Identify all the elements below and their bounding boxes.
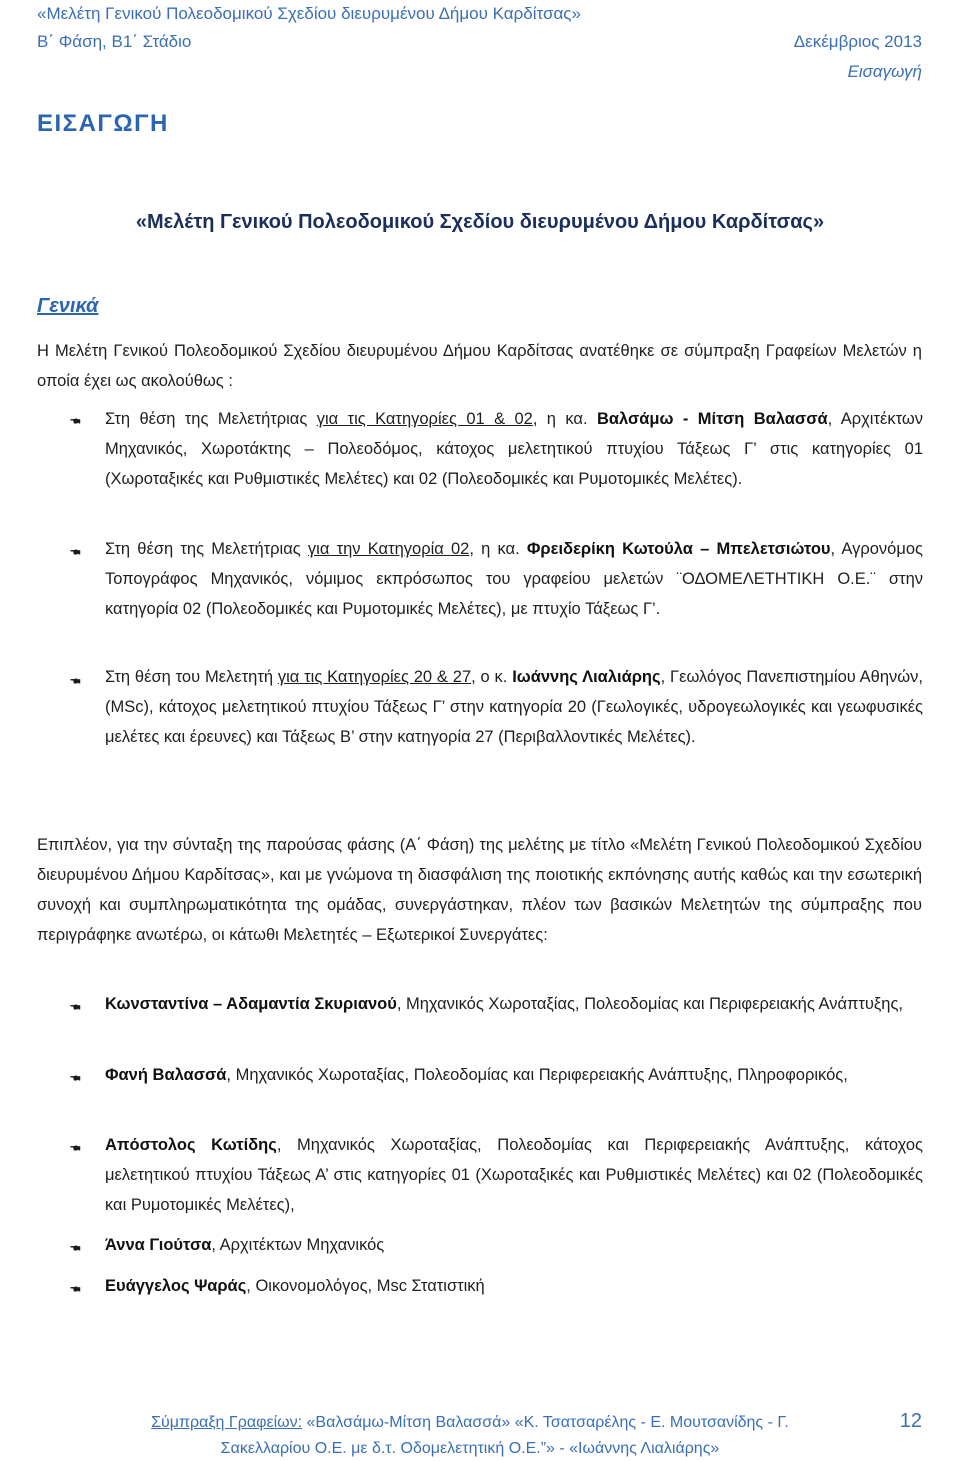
scroll-bullet-icon: 🖜	[70, 1239, 81, 1256]
scroll-bullet-icon: 🖜	[70, 998, 81, 1015]
collaborator-item-1: Κωνσταντίνα – Αδαμαντία Σκυριανού, Μηχανικός Χωροταξίας, Πολεοδομίας και Περιφερειακής Ανάπτυξης,	[105, 995, 904, 1013]
scroll-bullet-icon: 🖜	[70, 1139, 81, 1156]
scroll-bullet-icon: 🖜	[70, 543, 81, 560]
scroll-bullet-icon: 🖜	[70, 412, 81, 429]
footer-line-1: Σύμπραξη Γραφείων: «Βαλσάμω-Μίτση Βαλασσά» «Κ. Τσατσαρέλης - Ε. Μουτσανίδης - Γ.	[151, 1414, 789, 1431]
footer-label: Σύμπραξη Γραφείων:	[151, 1414, 303, 1431]
section-general-heading: Γενικά	[37, 295, 99, 317]
collaborator-item-3: Απόστολος Κωτίδης, Μηχανικός Χωροταξίας, Πολεοδομίας και Περιφερειακής Ανάπτυξης, κάτοχος μελετητικού πτυχίου Τάξεως Α’ στις κατηγορίες 01 (Χωροταξικές και Ρυθμιστικές Μελέτες) και 02 (Πολεοδομικές και Ρυμοτομικές Μελέτες),	[105, 1136, 923, 1214]
header-date: Δεκέμβριος 2013	[793, 32, 922, 51]
header-section-name: Εισαγωγή	[847, 62, 922, 81]
scroll-bullet-icon: 🖜	[70, 1069, 81, 1086]
footer-line-2: Σακελλαρίου Ο.Ε. με δ.τ. Οδομελετητική Ο.Ε.”» - «Ιωάννης Λιαλιάρης»	[220, 1440, 720, 1457]
header-phase: Β΄ Φάση, Β1΄ Στάδιο	[37, 32, 192, 51]
page-number: 12	[899, 1410, 922, 1432]
page-heading: ΕΙΣΑΓΩΓΗ	[37, 110, 169, 137]
scroll-bullet-icon: 🖜	[70, 672, 81, 689]
main-title: «Μελέτη Γενικού Πολεοδομικού Σχεδίου διευρυμένου Δήμου Καρδίτσας»	[135, 211, 825, 233]
bullet-item-1: Στη θέση της Μελετήτριας για τις Κατηγορίες 01 & 02, η κα. Βαλσάμω - Μίτση Βαλασσά, Αρχιτέκτων Μηχανικός, Χωροτάκτης – Πολεοδόμος, κάτοχος μελετητικού πτυχίου Τάξεως Γ’ στις κατηγορίες 01 (Χωροταξικές και Ρυθμιστικές Μελέτες) και 02 (Πολεοδομικές και Ρυμοτομικές Μελέτες).	[105, 410, 923, 488]
additional-paragraph: Επιπλέον, για την σύνταξη της παρούσας φάσης (Α΄ Φάση) της μελέτης με τίτλο «Μελέτη Γενικού Πολεοδομικού Σχεδίου διευρυμένου Δήμου Καρδίτσας», και με γνώμονα τη διασφάλιση της ποιοτικής εκπόνησης αυτής καθώς και την εσωτερική συνοχή και συμπληρωματικότητα της ομάδας, συνεργάστηκαν, πλέον των βασικών Μελετητών της σύμπραξης που περιγράφηκε ανωτέρω, οι κάτωθι Μελετητές – Εξωτερικοί Συνεργάτες:	[37, 836, 922, 944]
category-link: για την Κατηγορία 02	[307, 540, 470, 558]
person-name: Απόστολος Κωτίδης	[105, 1136, 277, 1154]
person-name: Φανή Βαλασσά	[105, 1066, 227, 1084]
category-link: για τις Κατηγορίες 01 & 02	[316, 410, 533, 428]
header-study-title: «Μελέτη Γενικού Πολεοδομικού Σχεδίου διευρυμένου Δήμου Καρδίτσας»	[37, 4, 581, 23]
collaborator-item-4: Άννα Γιούτσα, Αρχιτέκτων Μηχανικός	[105, 1236, 385, 1254]
person-name: Βαλσάμω - Μίτση Βαλασσά	[596, 410, 828, 428]
person-name: Φρειδερίκη Κωτούλα – Μπελετσιώτου	[526, 540, 831, 558]
person-name: Κωνσταντίνα – Αδαμαντία Σκυριανού	[105, 995, 397, 1013]
intro-paragraph: Η Μελέτη Γενικού Πολεοδομικού Σχεδίου διευρυμένου Δήμου Καρδίτσας ανατέθηκε σε σύμπραξη Γραφείων Μελετών η οποία έχει ως ακολούθως :	[37, 342, 922, 390]
header-meta-row	[37, 32, 922, 52]
person-name: Ιωάννης Λιαλιάρης	[512, 668, 661, 686]
collaborator-item-2: Φανή Βαλασσά, Μηχανικός Χωροταξίας, Πολεοδομίας και Περιφερειακής Ανάπτυξης, Πληροφορικός,	[105, 1066, 848, 1084]
bullet-item-2: Στη θέση της Μελετήτριας για την Κατηγορία 02, η κα. Φρειδερίκη Κωτούλα – Μπελετσιώτου, Αγρονόμος Τοπογράφος Μηχανικός, νόμιμος εκπρόσωπος του γραφείου μελετών ¨ΟΔΟΜΕΛΕΤΗΤΙΚΗ Ο.Ε.¨ στην κατηγορία 02 (Πολεοδομικές και Ρυμοτομικές Μελέτες), με πτυχίο Τάξεως Γ’.	[105, 540, 923, 618]
scroll-bullet-icon: 🖜	[70, 1280, 81, 1297]
page-footer	[60, 1410, 880, 1462]
collaborator-item-5: Ευάγγελος Ψαράς, Οικονομολόγος, Msc Στατιστική	[105, 1277, 485, 1295]
person-name: Άννα Γιούτσα	[105, 1236, 212, 1254]
category-link: για τις Κατηγορίες 20 & 27	[277, 668, 472, 686]
person-name: Ευάγγελος Ψαράς	[105, 1277, 247, 1295]
bullet-item-3: Στη θέση του Μελετητή για τις Κατηγορίες 20 & 27, ο κ. Ιωάννης Λιαλιάρης, Γεωλόγος Πανεπιστημίου Αθηνών, (MSc), κάτοχος μελετητικού πτυχίου Τάξεως Γ’ στην κατηγορία 20 (Γεωλογικές, υδρογεωλογικές και γεωφυσικές μελέτες και έρευνες) και Τάξεως Β’ στην κατηγορία 27 (Περιβαλλοντικές Μελέτες).	[105, 668, 924, 746]
